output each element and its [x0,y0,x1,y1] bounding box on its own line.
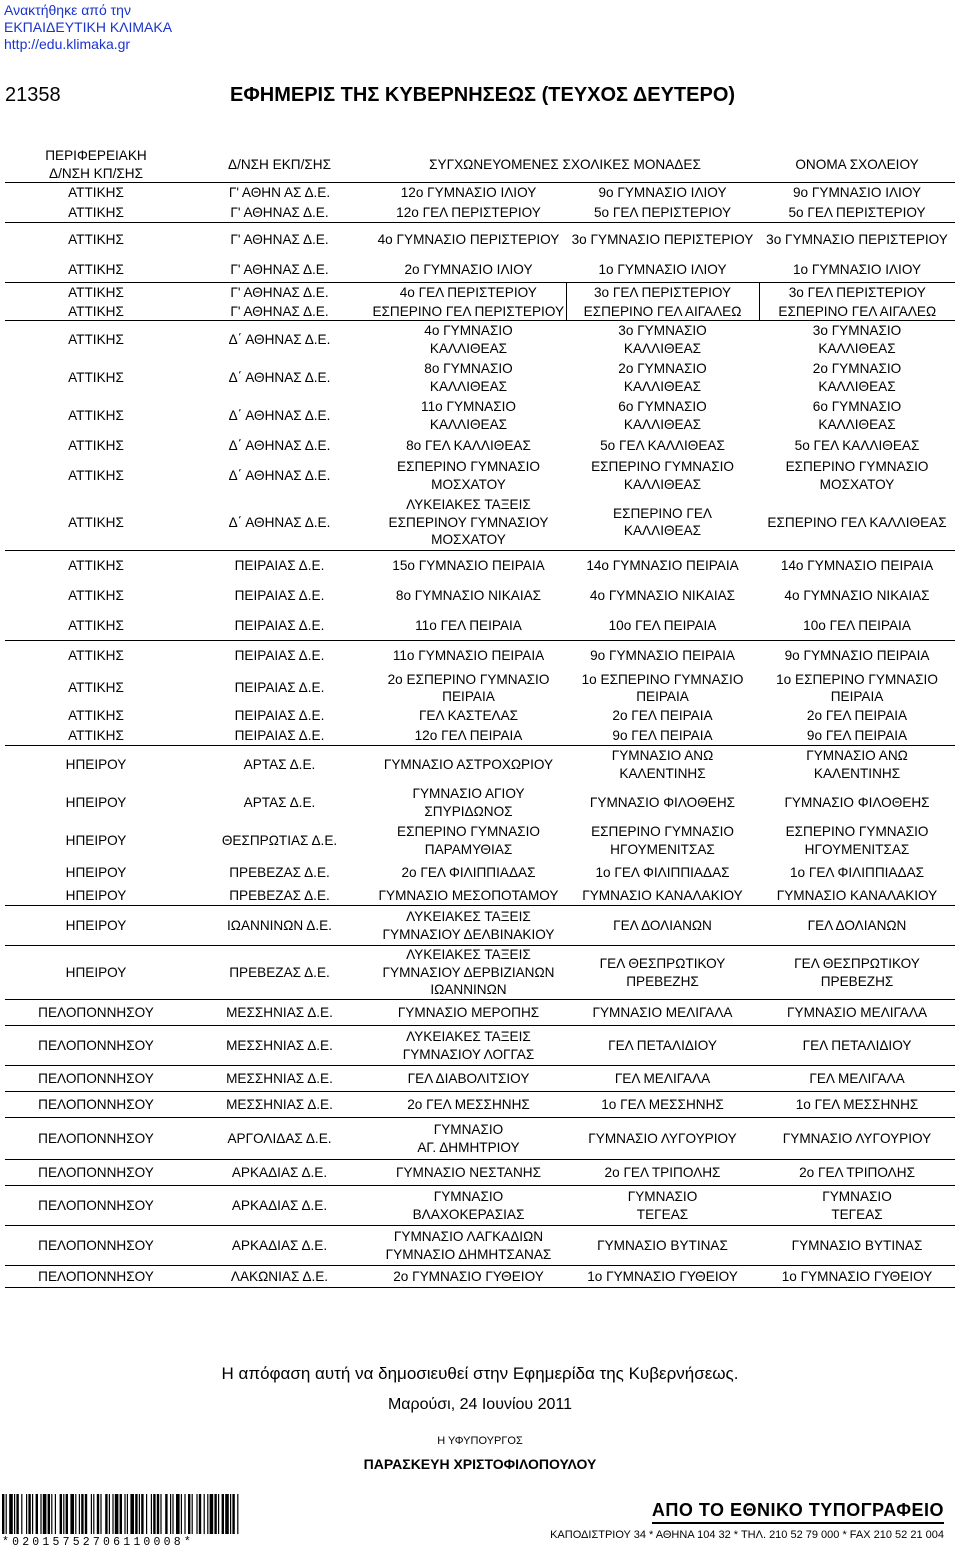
cell-merged-school-2: 5ο ΓΕΛ ΚΑΛΛΙΘΕΑΣ [600,437,725,453]
cell-merged-school-2: ΓΥΜΝΑΣΙΟ ΤΕΓΕΑΣ [566,1186,759,1226]
source-watermark [4,2,172,53]
cell-merged-school-1: ΕΣΠΕΡΙΝΟ ΓΕΛ ΠΕΡΙΣΤΕΡΙΟΥ [372,303,565,319]
table-row [5,581,955,611]
gazette-title: ΕΦΗΜΕΡΙΣ ΤΗΣ ΚΥΒΕΡΝΗΣΕΩΣ (ΤΕΥΧΟΣ ΔΕΥΤΕΡΟ) [230,84,736,106]
cell-region: ΗΠΕΙΡΟΥ [5,886,188,906]
cell-school-name: 5ο ΓΕΛ ΠΕΡΙΣΤΕΡΙΟΥ [759,203,955,223]
cell-school-name: 3ο ΓΥΜΝΑΣΙΟ ΚΑΛΛΙΘΕΑΣ [812,323,902,356]
cell-school-name: ΕΣΠΕΡΙΝΟ ΓΥΜΝΑΣΙΟ ΜΟΣΧΑΤΟΥ [785,459,929,492]
cell-directorate: ΑΡΓΟΛΙΔΑΣ Δ.Ε. [188,1118,371,1160]
cell-school-name: ΓΕΛ ΜΕΛΙΓΑΛΑ [759,1066,955,1092]
table-row [5,706,955,726]
cell-merged-school-2: 2ο ΓΥΜΝΑΣΙΟ ΚΑΛΛΙΘΕΑΣ [618,361,707,394]
cell-directorate: ΠΕΙΡΑΙΑΣ Δ.Ε. [234,587,325,603]
cell-region: ΠΕΛΟΠΟΝΝΗΣΟΥ [5,1226,188,1266]
cell-school-name: ΓΕΛ ΘΕΣΠΡΩΤΙΚΟΥ ΠΡΕΒΕΖΗΣ [759,946,955,1000]
cell-merged-school-2: ΓΥΜΝΑΣΙΟ ΚΑΝΑΛΑΚΙΟΥ [566,886,759,906]
table-row [5,1266,955,1288]
cell-directorate: ΙΩΑΝΝΙΝΩΝ Δ.Ε. [188,906,371,946]
table-row [5,397,955,435]
cell-merged-school-1: ΓΥΜΝΑΣΙΟ ΒΛΑΧΟΚΕΡΑΣΙΑΣ [371,1186,566,1226]
cell-directorate: ΠΡΕΒΕΖΑΣ Δ.Ε. [188,886,371,906]
cell-merged-school-2: 3ο ΓΥΜΝΑΣΙΟ ΚΑΛΛΙΘΕΑΣ [618,323,707,356]
cell-region: ΠΕΛΟΠΟΝΝΗΣΟΥ [5,1186,188,1226]
cell-merged-school-2: ΓΕΛ ΘΕΣΠΡΩΤΙΚΟΥ ΠΡΕΒΕΖΗΣ [566,946,759,1000]
cell-directorate: Δ΄ ΑΘΗΝΑΣ Δ.Ε. [188,495,371,551]
cell-directorate: Δ΄ ΑΘΗΝΑΣ Δ.Ε. [228,437,331,453]
cell-region: ΑΤΤΙΚΗΣ [68,332,124,347]
cell-directorate: ΑΡΚΑΔΙΑΣ Δ.Ε. [188,1226,371,1266]
cell-region: ΑΤΤΙΚΗΣ [68,680,124,696]
cell-school-name: ΓΥΜΝΑΣΙΟ ΦΙΛΟΘΕΗΣ [784,794,930,810]
cell-merged-school-1: ΓΥΜΝΑΣΙΟ ΜΕΡΟΠΗΣ [371,1000,566,1026]
cell-merged-school-1: 4ο ΓΥΜΝΑΣΙΟ ΠΕΡΙΣΤΕΡΙΟΥ [377,232,560,247]
cell-merged-school-2: 4ο ΓΥΜΝΑΣΙΟ ΝΙΚΑΙΑΣ [589,587,736,603]
cell-directorate: ΠΕΙΡΑΙΑΣ Δ.Ε. [234,648,325,663]
barcode-icon [2,1494,302,1540]
cell-region: ΑΤΤΙΚΗΣ [68,707,124,723]
column-header-region: ΠΕΡΙΦΕΡΕΙΑΚΗ Δ/ΝΣΗ ΚΠ/ΣΗΣ [5,147,188,183]
table-row [5,886,955,906]
cell-region: ΑΤΤΙΚΗΣ [68,232,124,247]
cell-merged-school-2: 2ο ΓΕΛ ΤΡΙΠΟΛΗΣ [566,1160,759,1186]
cell-region: ΑΤΤΙΚΗΣ [68,558,124,573]
cell-merged-school-2: 6ο ΓΥΜΝΑΣΙΟ ΚΑΛΛΙΘΕΑΣ [618,399,707,432]
cell-merged-school-2: ΓΥΜΝΑΣΙΟ ΦΙΛΟΘΕΗΣ [589,794,736,810]
cell-directorate: ΠΕΙΡΑΙΑΣ Δ.Ε. [234,680,325,696]
table-row [5,283,955,303]
schools-merger-table [5,147,955,1288]
cell-directorate: ΠΕΙΡΑΙΑΣ Δ.Ε. [188,611,371,641]
cell-school-name: 10ο ΓΕΛ ΠΕΙΡΑΙΑ [759,611,955,641]
table-row [5,726,955,746]
cell-directorate: ΘΕΣΠΡΩΤΙΑΣ Δ.Ε. [221,832,338,848]
cell-directorate: Γ' ΑΘΗΝ ΑΣ Δ.Ε. [228,185,331,200]
cell-merged-school-1: 15ο ΓΥΜΝΑΣΙΟ ΠΕΙΡΑΙΑ [392,558,545,573]
column-header-school-name: ΟΝΟΜΑ ΣΧΟΛΕΙΟΥ [759,147,955,183]
cell-school-name: 3ο ΓΕΛ ΠΕΡΙΣΤΕΡΙΟΥ [759,283,955,303]
cell-directorate: ΑΡΤΑΣ Δ.Ε. [243,757,316,772]
printer-name: ΑΠΟ ΤΟ ΕΘΝΙΚΟ ΤΥΠΟΓΡΑΦΕΙΟ [652,1500,944,1524]
cell-region: ΑΤΤΙΚΗΣ [5,257,188,283]
cell-merged-school-1: 12ο ΓΕΛ ΠΕΙΡΑΙΑ [371,726,566,746]
cell-region: ΗΠΕΙΡΟΥ [65,794,127,810]
table-row [5,359,955,397]
cell-merged-school-1: 2ο ΓΕΛ ΜΕΣΣΗΝΗΣ [371,1092,566,1118]
table-row [5,457,955,495]
cell-directorate: ΠΕΙΡΑΙΑΣ Δ.Ε. [234,707,325,723]
cell-merged-school-2: 1ο ΓΥΜΝΑΣΙΟ ΙΛΙΟΥ [566,257,759,283]
cell-school-name: ΓΥΜΝΑΣΙΟ ΛΥΓΟΥΡΙΟΥ [759,1118,955,1160]
table-row [5,1118,955,1160]
cell-directorate: Γ' ΑΘΗΝΑΣ Δ.Ε. [230,285,329,300]
cell-school-name: 2ο ΓΥΜΝΑΣΙΟ ΚΑΛΛΙΘΕΑΣ [812,361,902,394]
cell-directorate: Δ΄ ΑΘΗΝΑΣ Δ.Ε. [228,467,331,483]
cell-directorate: ΜΕΣΣΗΝΙΑΣ Δ.Ε. [188,1066,371,1092]
cell-merged-school-1: ΕΣΠΕΡΙΝΟ ΓΥΜΝΑΣΙΟ ΠΑΡΑΜΥΘΙΑΣ [397,824,540,857]
cell-merged-school-1: 2ο ΕΣΠΕΡΙΝΟ ΓΥΜΝΑΣΙΟ ΠΕΙΡΑΙΑ [387,671,550,704]
cell-region: ΗΠΕΙΡΟΥ [65,757,127,772]
page-header [5,84,955,114]
table-row [5,551,955,581]
cell-merged-school-2: 1ο ΓΕΛ ΜΕΣΣΗΝΗΣ [566,1092,759,1118]
cell-merged-school-1: ΛΥΚΕΙΑΚΕΣ ΤΑΞΕΙΣ ΓΥΜΝΑΣΙΟΥ ΔΕΡΒΙΖΙΑΝΩΝ ΙΩΑΝΝΙΝΩΝ [371,946,566,1000]
table-row [5,671,955,706]
publication-order: Η απόφαση αυτή να δημοσιευθεί στην Εφημερίδα της Κυβερνήσεως. [221,1364,739,1383]
cell-merged-school-2: ΕΣΠΕΡΙΝΟ ΓΥΜΝΑΣΙΟ ΗΓΟΥΜΕΝΙΤΣΑΣ [591,824,734,857]
table-header-row [5,147,955,183]
cell-merged-school-2: ΕΣΠΕΡΙΝΟ ΓΥΜΝΑΣΙΟ ΚΑΛΛΙΘΕΑΣ [591,459,734,492]
cell-school-name: 2ο ΓΕΛ ΠΕΙΡΑΙΑ [806,707,908,723]
cell-region: ΠΕΛΟΠΟΝΝΗΣΟΥ [5,1092,188,1118]
cell-merged-school-2: ΕΣΠΕΡΙΝΟ ΓΕΛ ΚΑΛΛΙΘΕΑΣ [566,495,759,551]
table-row [5,784,955,822]
cell-merged-school-2: 1ο ΕΣΠΕΡΙΝΟ ΓΥΜΝΑΣΙΟ ΠΕΙΡΑΙΑ [581,671,744,704]
cell-merged-school-1: 8ο ΓΕΛ ΚΑΛΛΙΘΕΑΣ [406,437,531,453]
cell-merged-school-1: ΕΣΠΕΡΙΝΟ ΓΥΜΝΑΣΙΟ ΜΟΣΧΑΤΟΥ [397,459,540,492]
cell-region: ΑΤΤΙΚΗΣ [68,285,124,300]
cell-region: ΑΤΤΙΚΗΣ [68,369,124,385]
watermark-line-1: Ανακτήθηκε από την [4,2,131,18]
cell-merged-school-1: ΓΥΜΝΑΣΙΟ ΝΕΣΤΑΝΗΣ [371,1160,566,1186]
cell-school-name: ΓΥΜΝΑΣΙΟ ΚΑΝΑΛΑΚΙΟΥ [759,886,955,906]
cell-region: ΠΕΛΟΠΟΝΝΗΣΟΥ [5,1118,188,1160]
cell-merged-school-1: 11ο ΓΥΜΝΑΣΙΟ ΠΕΙΡΑΙΑ [392,648,545,663]
cell-merged-school-2: ΓΥΜΝΑΣΙΟ ΛΥΓΟΥΡΙΟΥ [566,1118,759,1160]
column-header-merged-units: ΣΥΓΧΩΝΕΥΟΜΕΝΕΣ ΣΧΟΛΙΚΕΣ ΜΟΝΑΔΕΣ [371,147,759,183]
cell-merged-school-1: ΓΥΜΝΑΣΙΟ ΜΕΣΟΠΟΤΑΜΟΥ [371,886,566,906]
cell-directorate: ΠΕΙΡΑΙΑΣ Δ.Ε. [188,726,371,746]
cell-directorate: ΑΡΤΑΣ Δ.Ε. [243,794,316,810]
cell-directorate: ΜΕΣΣΗΝΙΑΣ Δ.Ε. [188,1026,371,1066]
cell-merged-school-1: 2ο ΓΥΜΝΑΣΙΟ ΓΥΘΕΙΟΥ [371,1266,566,1288]
cell-region: ΑΤΤΙΚΗΣ [68,648,124,663]
signatory-role: Η ΥΦΥΠΟΥΡΓΟΣ [437,1435,523,1447]
cell-school-name: 4ο ΓΥΜΝΑΣΙΟ ΝΙΚΑΙΑΣ [784,587,930,603]
cell-merged-school-1: 11ο ΓΥΜΝΑΣΙΟ ΚΑΛΛΙΘΕΑΣ [421,399,516,432]
cell-merged-school-2: ΓΥΜΝΑΣΙΟ ΜΕΛΙΓΑΛΑ [566,1000,759,1026]
table-row [5,321,955,359]
cell-directorate: ΜΕΣΣΗΝΙΑΣ Δ.Ε. [188,1092,371,1118]
watermark-url[interactable]: http://edu.klimaka.gr [4,36,131,52]
cell-merged-school-1: 2ο ΓΕΛ ΦΙΛΙΠΠΙΑΔΑΣ [401,864,536,880]
cell-merged-school-1: ΓΥΜΝΑΣΙΟ ΑΓΙΟΥ ΣΠΥΡΙΔΩΝΟΣ [412,786,525,819]
cell-merged-school-1: 8ο ΓΥΜΝΑΣΙΟ ΝΙΚΑΙΑΣ [395,587,542,603]
cell-merged-school-2: 5ο ΓΕΛ ΠΕΡΙΣΤΕΡΙΟΥ [566,203,759,223]
place-date: Μαρούσι, 24 Ιουνίου 2011 [387,1396,573,1413]
cell-directorate: ΑΡΚΑΔΙΑΣ Δ.Ε. [188,1186,371,1226]
cell-region: ΑΤΤΙΚΗΣ [5,495,188,551]
cell-region: ΠΕΛΟΠΟΝΝΗΣΟΥ [5,1160,188,1186]
cell-region: ΑΤΤΙΚΗΣ [5,203,188,223]
cell-merged-school-1: ΓΥΜΝΑΣΙΟ ΛΑΓΚΑΔΙΩΝ ΓΥΜΝΑΣΙΟ ΔΗΜΗΤΣΑΝΑΣ [371,1226,566,1266]
table-row [5,1092,955,1118]
cell-school-name: ΓΥΜΝΑΣΙΟ ΤΕΓΕΑΣ [759,1186,955,1226]
cell-merged-school-1: 4ο ΓΥΜΝΑΣΙΟ ΚΑΛΛΙΘΕΑΣ [424,323,513,356]
cell-merged-school-1: 12ο ΓΕΛ ΠΕΡΙΣΤΕΡΙΟΥ [371,203,566,223]
table-row [5,860,955,886]
cell-school-name: ΓΥΜΝΑΣΙΟ ΒΥΤΙΝΑΣ [759,1226,955,1266]
table-row [5,822,955,860]
cell-merged-school-2: 14ο ΓΥΜΝΑΣΙΟ ΠΕΙΡΑΙΑ [586,558,739,573]
cell-school-name: ΕΣΠΕΡΙΝΟ ΓΥΜΝΑΣΙΟ ΗΓΟΥΜΕΝΙΤΣΑΣ [785,824,929,857]
cell-school-name: 1ο ΕΣΠΕΡΙΝΟ ΓΥΜΝΑΣΙΟ ΠΕΙΡΑΙΑ [776,671,938,704]
table-row [5,303,955,321]
cell-merged-school-2: ΕΣΠΕΡΙΝΟ ΓΕΛ ΑΙΓΑΛΕΩ [566,303,759,321]
table-row [5,1026,955,1066]
cell-school-name: ΓΥΜΝΑΣΙΟ ΑΝΩ ΚΑΛΕΝΤΙΝΗΣ [806,748,908,781]
cell-school-name: 5ο ΓΕΛ ΚΑΛΛΙΘΕΑΣ [794,437,920,453]
page-number: 21358 [5,84,61,106]
cell-merged-school-2: 2ο ΓΕΛ ΠΕΙΡΑΙΑ [612,707,713,723]
table-row [5,495,955,551]
table-row [5,1066,955,1092]
cell-school-name: 9ο ΓΕΛ ΠΕΙΡΑΙΑ [759,726,955,746]
cell-merged-school-1: ΛΥΚΕΙΑΚΕΣ ΤΑΞΕΙΣ ΓΥΜΝΑΣΙΟΥ ΔΕΛΒΙΝΑΚΙΟΥ [371,906,566,946]
printer-block [550,1500,944,1541]
table-row [5,1226,955,1266]
cell-region: ΑΤΤΙΚΗΣ [5,726,188,746]
cell-directorate: ΠΡΕΒΕΖΑΣ Δ.Ε. [229,864,330,880]
cell-merged-school-2: ΓΥΜΝΑΣΙΟ ΑΝΩ ΚΑΛΕΝΤΙΝΗΣ [611,748,714,781]
column-header-directorate: Δ/ΝΣΗ ΕΚΠ/ΣΗΣ [188,147,371,183]
cell-directorate: Γ' ΑΘΗΝΑΣ Δ.Ε. [230,232,329,247]
cell-region: ΠΕΛΟΠΟΝΝΗΣΟΥ [5,1266,188,1288]
cell-directorate: ΑΡΚΑΔΙΑΣ Δ.Ε. [188,1160,371,1186]
cell-directorate: ΠΡΕΒΕΖΑΣ Δ.Ε. [188,946,371,1000]
table-row [5,906,955,946]
cell-merged-school-2: 9ο ΓΕΛ ΠΕΙΡΑΙΑ [566,726,759,746]
cell-merged-school-1: 4ο ΓΕΛ ΠΕΡΙΣΤΕΡΙΟΥ [399,285,537,300]
cell-directorate: ΜΕΣΣΗΝΙΑΣ Δ.Ε. [188,1000,371,1026]
cell-directorate: Δ΄ ΑΘΗΝΑΣ Δ.Ε. [228,332,331,347]
table-body [5,147,955,1288]
cell-merged-school-2: ΓΥΜΝΑΣΙΟ ΒΥΤΙΝΑΣ [566,1226,759,1266]
cell-merged-school-2: ΓΕΛ ΜΕΛΙΓΑΛΑ [566,1066,759,1092]
cell-school-name: ΓΕΛ ΠΕΤΑΛΙΔΙΟΥ [759,1026,955,1066]
cell-merged-school-2: ΓΕΛ ΠΕΤΑΛΙΔΙΟΥ [566,1026,759,1066]
cell-region: ΑΤΤΙΚΗΣ [68,587,124,603]
cell-region: ΑΤΤΙΚΗΣ [68,467,124,483]
table-row [5,257,955,283]
table-row [5,746,955,784]
cell-region: ΑΤΤΙΚΗΣ [5,303,188,321]
cell-region: ΗΠΕΙΡΟΥ [5,906,188,946]
cell-region: ΑΤΤΙΚΗΣ [68,437,124,453]
cell-merged-school-1: ΛΥΚΕΙΑΚΕΣ ΤΑΞΕΙΣ ΕΣΠΕΡΙΝΟΥ ΓΥΜΝΑΣΙΟΥ ΜΟΣΧΑΤΟΥ [371,495,566,551]
cell-school-name: ΕΣΠΕΡΙΝΟ ΓΕΛ ΚΑΛΛΙΘΕΑΣ [759,495,955,551]
cell-merged-school-2: 9ο ΓΥΜΝΑΣΙΟ ΙΛΙΟΥ [598,185,727,200]
cell-merged-school-1: ΓΕΛ ΔΙΑΒΟΛΙΤΣΙΟΥ [371,1066,566,1092]
cell-school-name: 1ο ΓΕΛ ΜΕΣΣΗΝΗΣ [759,1092,955,1118]
cell-region: ΑΤΤΙΚΗΣ [68,407,124,423]
table-row [5,611,955,641]
cell-school-name: 1ο ΓΥΜΝΑΣΙΟ ΙΛΙΟΥ [759,257,955,283]
cell-merged-school-1: 11ο ΓΕΛ ΠΕΙΡΑΙΑ [371,611,566,641]
table-row [5,946,955,1000]
cell-school-name: ΓΥΜΝΑΣΙΟ ΜΕΛΙΓΑΛΑ [759,1000,955,1026]
cell-region: ΗΠΕΙΡΟΥ [65,864,127,880]
cell-region: ΠΕΛΟΠΟΝΝΗΣΟΥ [5,1026,188,1066]
cell-directorate: ΠΕΙΡΑΙΑΣ Δ.Ε. [234,558,325,573]
cell-directorate: ΛΑΚΩΝΙΑΣ Δ.Ε. [188,1266,371,1288]
table-row [5,223,955,257]
cell-school-name: 1ο ΓΕΛ ΦΙΛΙΠΠΙΑΔΑΣ [789,864,925,880]
cell-merged-school-2: 3ο ΓΕΛ ΠΕΡΙΣΤΕΡΙΟΥ [566,283,759,303]
cell-merged-school-2: 9ο ΓΥΜΝΑΣΙΟ ΠΕΙΡΑΙΑ [590,648,735,663]
cell-merged-school-2: 1ο ΓΥΜΝΑΣΙΟ ΓΥΘΕΙΟΥ [566,1266,759,1288]
cell-merged-school-2: 3ο ΓΥΜΝΑΣΙΟ ΠΕΡΙΣΤΕΡΙΟΥ [571,232,754,247]
cell-directorate: Δ΄ ΑΘΗΝΑΣ Δ.Ε. [228,369,331,385]
watermark-line-2: ΕΚΠΑΙΔΕΥΤΙΚΗ ΚΛΙΜΑΚΑ [4,19,173,35]
printer-address: ΚΑΠΟΔΙΣΤΡΙΟΥ 34 * ΑΘΗΝΑ 104 32 * ΤΗΛ. 210 52 79 000 * FAX 210 52 21 004 [550,1529,944,1541]
cell-school-name: 1ο ΓΥΜΝΑΣΙΟ ΓΥΘΕΙΟΥ [759,1266,955,1288]
cell-merged-school-2: 1ο ΓΕΛ ΦΙΛΙΠΠΙΑΔΑΣ [595,864,730,880]
barcode-digits: *02015752706110008* [2,1536,194,1549]
cell-region: ΠΕΛΟΠΟΝΝΗΣΟΥ [5,1066,188,1092]
cell-region: ΗΠΕΙΡΟΥ [65,832,127,848]
table-row [5,1160,955,1186]
cell-school-name: ΕΣΠΕΡΙΝΟ ΓΕΛ ΑΙΓΑΛΕΩ [759,303,955,321]
cell-directorate: Γ' ΑΘΗΝΑΣ Δ.Ε. [188,303,371,321]
table-row [5,1186,955,1226]
cell-school-name: 14ο ΓΥΜΝΑΣΙΟ ΠΕΙΡΑΙΑ [780,558,934,573]
cell-school-name: 3ο ΓΥΜΝΑΣΙΟ ΠΕΡΙΣΤΕΡΙΟΥ [766,232,948,247]
cell-region: ΑΤΤΙΚΗΣ [5,611,188,641]
cell-region: ΠΕΛΟΠΟΝΝΗΣΟΥ [5,1000,188,1026]
cell-school-name: 6ο ΓΥΜΝΑΣΙΟ ΚΑΛΛΙΘΕΑΣ [812,399,902,432]
cell-merged-school-1: 8ο ΓΥΜΝΑΣΙΟ ΚΑΛΛΙΘΕΑΣ [424,361,513,394]
cell-school-name: ΓΕΛ ΔΟΛΙΑΝΩΝ [759,906,955,946]
cell-school-name: 2ο ΓΕΛ ΤΡΙΠΟΛΗΣ [759,1160,955,1186]
signatory-name: ΠΑΡΑΣΚΕΥΗ ΧΡΙΣΤΟΦΙΛΟΠΟΥΛΟΥ [363,1456,597,1472]
cell-merged-school-1: ΓΥΜΝΑΣΙΟ ΑΣΤΡΟΧΩΡΙΟΥ [383,757,554,772]
cell-region: ΑΤΤΙΚΗΣ [68,185,124,200]
table-row [5,203,955,223]
table-row [5,183,955,203]
cell-directorate: Γ' ΑΘΗΝΑΣ Δ.Ε. [188,257,371,283]
cell-merged-school-1: 2ο ΓΥΜΝΑΣΙΟ ΙΛΙΟΥ [371,257,566,283]
cell-merged-school-1: 12ο ΓΥΜΝΑΣΙΟ ΙΛΙΟΥ [400,185,537,200]
cell-merged-school-2: 10ο ΓΕΛ ΠΕΙΡΑΙΑ [566,611,759,641]
cell-merged-school-1: ΓΥΜΝΑΣΙΟ ΑΓ. ΔΗΜΗΤΡΙΟΥ [371,1118,566,1160]
cell-merged-school-1: ΛΥΚΕΙΑΚΕΣ ΤΑΞΕΙΣ ΓΥΜΝΑΣΙΟΥ ΛΟΓΓΑΣ [371,1026,566,1066]
cell-directorate: Γ' ΑΘΗΝΑΣ Δ.Ε. [188,203,371,223]
cell-merged-school-2: ΓΕΛ ΔΟΛΙΑΝΩΝ [566,906,759,946]
cell-school-name: 9ο ΓΥΜΝΑΣΙΟ ΠΕΙΡΑΙΑ [784,648,930,663]
cell-directorate: Δ΄ ΑΘΗΝΑΣ Δ.Ε. [228,407,331,423]
table-row [5,435,955,457]
table-row [5,1000,955,1026]
cell-region: ΗΠΕΙΡΟΥ [5,946,188,1000]
cell-merged-school-1: ΓΕΛ ΚΑΣΤΕΛΑΣ [418,707,519,723]
table-row [5,641,955,671]
cell-school-name: 9ο ΓΥΜΝΑΣΙΟ ΙΛΙΟΥ [793,185,922,200]
